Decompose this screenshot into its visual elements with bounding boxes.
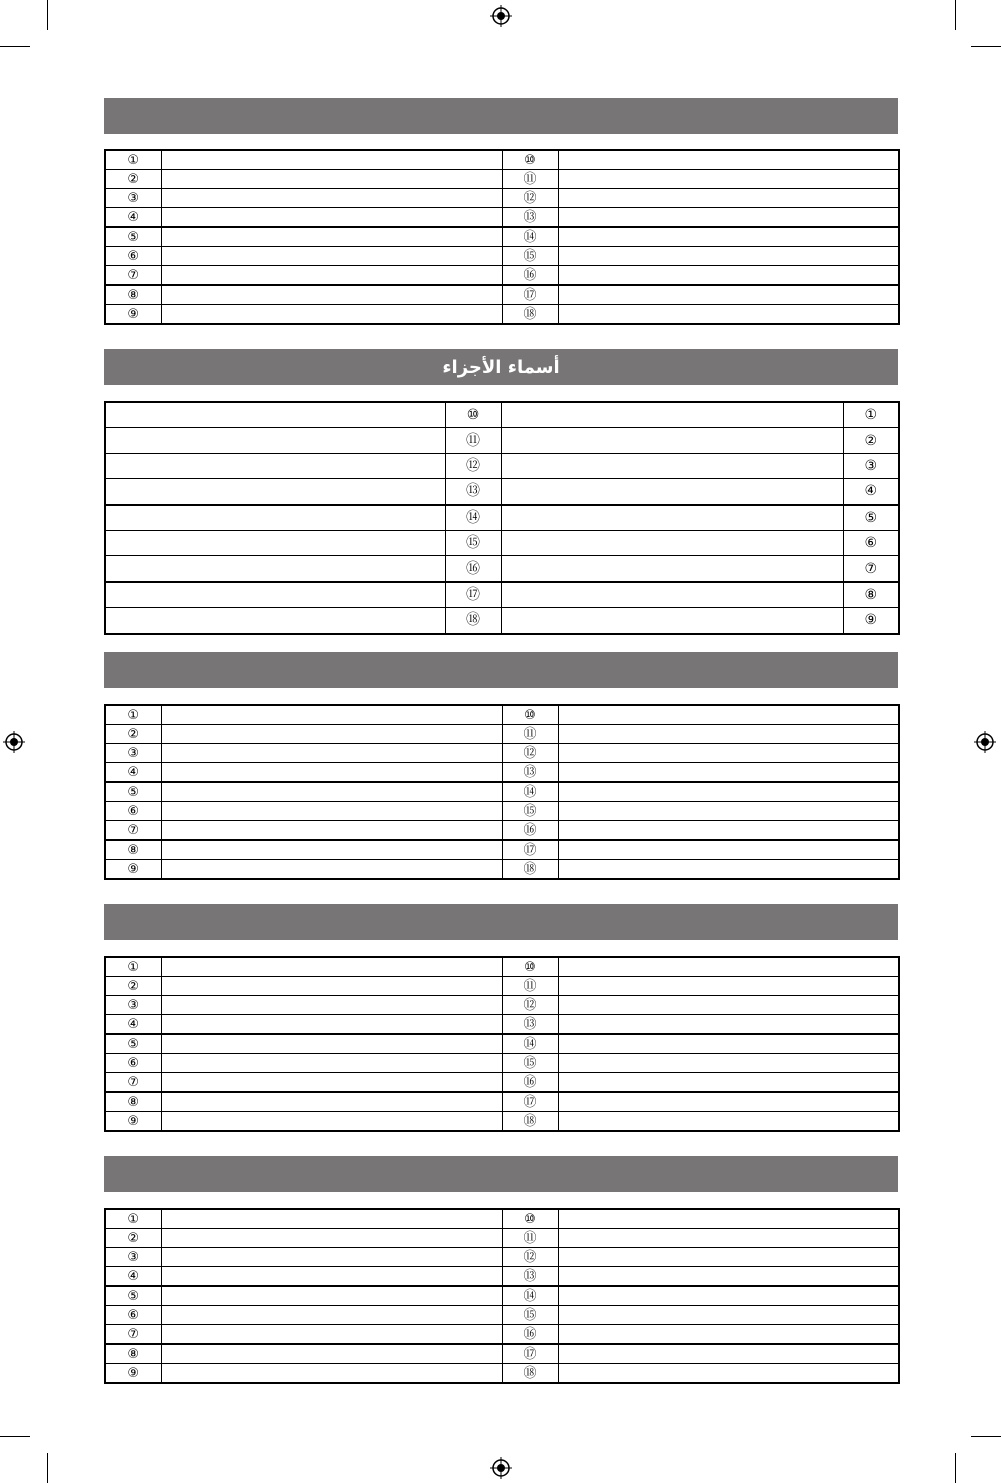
part-name-cell — [558, 1073, 899, 1093]
part-number: ⑪ — [445, 428, 501, 453]
part-number: ⑰ — [502, 1344, 558, 1364]
part-name-cell — [501, 505, 843, 531]
part-number: ⑯ — [445, 556, 501, 582]
part-number: ② — [843, 428, 899, 453]
parts-table — [104, 704, 900, 880]
part-name-cell — [161, 744, 502, 763]
part-name-cell — [161, 1344, 502, 1364]
part-name-cell — [501, 608, 843, 634]
part-name-cell — [558, 1344, 899, 1364]
part-number: ⑥ — [105, 1054, 161, 1073]
part-number: ⑨ — [105, 860, 161, 880]
part-number: ⑨ — [843, 608, 899, 634]
part-name-cell — [558, 247, 899, 266]
part-name-cell — [558, 725, 899, 744]
part-number: ⑤ — [105, 1286, 161, 1306]
table-row — [105, 763, 899, 783]
part-name-cell — [558, 763, 899, 783]
part-number: ⑫ — [502, 996, 558, 1015]
part-number: ③ — [105, 189, 161, 208]
part-number: ⑥ — [105, 247, 161, 266]
part-number: ⑭ — [502, 1034, 558, 1054]
part-name-cell — [105, 556, 445, 582]
table-row — [105, 170, 899, 189]
part-name-cell — [558, 1034, 899, 1054]
part-name-cell — [501, 582, 843, 608]
table-row — [105, 227, 899, 247]
part-number: ③ — [105, 744, 161, 763]
table-row — [105, 428, 899, 453]
part-number: ③ — [105, 1248, 161, 1267]
crop-mark — [955, 0, 956, 30]
part-name-cell — [558, 957, 899, 977]
table-row — [105, 802, 899, 821]
part-number: ④ — [843, 479, 899, 505]
table-row — [105, 608, 899, 634]
part-number: ⑪ — [502, 725, 558, 744]
part-number: ⑭ — [445, 505, 501, 531]
part-number: ⑯ — [502, 1073, 558, 1093]
table-row — [105, 1092, 899, 1112]
part-number: ④ — [105, 763, 161, 783]
table-row — [105, 479, 899, 505]
part-number: ⑫ — [502, 189, 558, 208]
parts-table — [104, 956, 900, 1132]
part-name-cell — [161, 725, 502, 744]
part-name-cell — [558, 266, 899, 286]
table-row — [105, 957, 899, 977]
part-number: ⑬ — [502, 1015, 558, 1035]
part-name-cell — [161, 705, 502, 725]
part-name-cell — [161, 189, 502, 208]
crop-mark — [47, 0, 48, 30]
part-number: ⑬ — [502, 208, 558, 228]
table-row — [105, 285, 899, 305]
part-number: ⑫ — [502, 744, 558, 763]
part-name-cell — [161, 1112, 502, 1132]
table-row — [105, 556, 899, 582]
part-name-cell — [501, 556, 843, 582]
table-row — [105, 1344, 899, 1364]
part-number: ⑦ — [105, 821, 161, 841]
crop-mark — [955, 1453, 956, 1483]
part-name-cell — [161, 782, 502, 802]
table-row — [105, 705, 899, 725]
table-row — [105, 305, 899, 325]
part-name-cell — [558, 1364, 899, 1384]
part-number: ⑪ — [502, 977, 558, 996]
part-name-cell — [161, 1248, 502, 1267]
part-number: ⑨ — [105, 1364, 161, 1384]
part-number: ⑧ — [105, 285, 161, 305]
part-name-cell — [558, 1112, 899, 1132]
part-name-cell — [558, 840, 899, 860]
part-number: ⑦ — [105, 266, 161, 286]
table-row — [105, 247, 899, 266]
part-number: ⑰ — [502, 840, 558, 860]
section-header-band — [104, 904, 898, 940]
table-row — [105, 1034, 899, 1054]
part-number: ⑩ — [502, 1209, 558, 1229]
part-number: ④ — [105, 208, 161, 228]
part-number: ⑤ — [105, 227, 161, 247]
part-name-cell — [558, 996, 899, 1015]
part-name-cell — [558, 1286, 899, 1306]
part-number: ⑱ — [502, 305, 558, 325]
table-row — [105, 208, 899, 228]
table-row — [105, 453, 899, 478]
table-row — [105, 1306, 899, 1325]
table-row — [105, 505, 899, 531]
part-number: ② — [105, 170, 161, 189]
table-row — [105, 150, 899, 170]
part-number: ① — [105, 150, 161, 170]
part-number: ⑨ — [105, 305, 161, 325]
table-row — [105, 1364, 899, 1384]
part-name-cell — [558, 1306, 899, 1325]
part-number: ⑱ — [502, 1364, 558, 1384]
part-name-cell — [161, 996, 502, 1015]
part-number: ⑪ — [502, 170, 558, 189]
table-row — [105, 1015, 899, 1035]
part-name-cell — [558, 1054, 899, 1073]
crop-mark — [971, 1436, 1001, 1437]
part-number: ② — [105, 725, 161, 744]
section-header-band — [104, 349, 898, 385]
part-number: ① — [105, 1209, 161, 1229]
part-name-cell — [558, 227, 899, 247]
part-number: ⑮ — [502, 1054, 558, 1073]
table-row — [105, 821, 899, 841]
part-name-cell — [161, 1209, 502, 1229]
part-number: ① — [105, 957, 161, 977]
part-number: ⑥ — [843, 530, 899, 555]
part-name-cell — [558, 821, 899, 841]
part-number: ⑦ — [105, 1325, 161, 1345]
part-name-cell — [161, 1325, 502, 1345]
table-row — [105, 1286, 899, 1306]
part-name-cell — [105, 428, 445, 453]
part-name-cell — [558, 744, 899, 763]
part-number: ⑮ — [502, 1306, 558, 1325]
part-name-cell — [161, 227, 502, 247]
crop-mark — [0, 1436, 30, 1437]
part-number: ② — [105, 1229, 161, 1248]
part-name-cell — [161, 1092, 502, 1112]
part-name-cell — [558, 305, 899, 325]
part-name-cell — [161, 1034, 502, 1054]
section-title: أسماء الأجزاء — [442, 356, 560, 378]
part-name-cell — [501, 453, 843, 478]
part-name-cell — [501, 479, 843, 505]
part-number: ⑭ — [502, 782, 558, 802]
part-name-cell — [161, 1267, 502, 1287]
part-number: ⑧ — [105, 1344, 161, 1364]
part-name-cell — [558, 170, 899, 189]
part-name-cell — [558, 1267, 899, 1287]
part-name-cell — [161, 285, 502, 305]
part-name-cell — [161, 1073, 502, 1093]
part-name-cell — [105, 608, 445, 634]
part-number: ⑩ — [502, 150, 558, 170]
part-number: ⑭ — [502, 1286, 558, 1306]
part-name-cell — [105, 505, 445, 531]
part-number: ⑬ — [445, 479, 501, 505]
part-number: ⑮ — [445, 530, 501, 555]
crop-mark — [0, 46, 30, 47]
part-number: ⑤ — [843, 505, 899, 531]
table-row — [105, 1267, 899, 1287]
table-row — [105, 1248, 899, 1267]
part-name-cell — [161, 1364, 502, 1384]
part-number: ⑫ — [445, 453, 501, 478]
part-number: ① — [843, 402, 899, 428]
part-name-cell — [558, 802, 899, 821]
part-name-cell — [105, 402, 445, 428]
part-name-cell — [558, 1092, 899, 1112]
registration-mark-icon — [490, 1457, 512, 1479]
part-name-cell — [501, 530, 843, 555]
part-number: ⑧ — [843, 582, 899, 608]
part-number: ⑦ — [105, 1073, 161, 1093]
table-row — [105, 266, 899, 286]
part-number: ⑮ — [502, 802, 558, 821]
part-name-cell — [161, 170, 502, 189]
part-name-cell — [558, 1248, 899, 1267]
part-name-cell — [558, 1209, 899, 1229]
part-number: ⑬ — [502, 763, 558, 783]
part-number: ⑯ — [502, 1325, 558, 1345]
part-number: ③ — [105, 996, 161, 1015]
table-row — [105, 582, 899, 608]
table-row — [105, 725, 899, 744]
table-row — [105, 1054, 899, 1073]
part-number: ⑪ — [502, 1229, 558, 1248]
section-header-band — [104, 1156, 898, 1192]
part-number: ⑰ — [445, 582, 501, 608]
table-row — [105, 860, 899, 880]
registration-mark-icon — [974, 731, 996, 753]
part-name-cell — [161, 1286, 502, 1306]
part-number: ⑩ — [502, 705, 558, 725]
part-number: ① — [105, 705, 161, 725]
part-name-cell — [161, 1229, 502, 1248]
part-number: ⑨ — [105, 1112, 161, 1132]
part-name-cell — [161, 860, 502, 880]
part-name-cell — [558, 1015, 899, 1035]
part-name-cell — [105, 582, 445, 608]
part-number: ⑫ — [502, 1248, 558, 1267]
part-name-cell — [558, 782, 899, 802]
section-header-band — [104, 652, 898, 688]
part-number: ⑯ — [502, 266, 558, 286]
part-name-cell — [161, 1054, 502, 1073]
part-name-cell — [105, 530, 445, 555]
part-name-cell — [161, 821, 502, 841]
part-number: ⑰ — [502, 285, 558, 305]
part-number: ⑱ — [502, 1112, 558, 1132]
part-name-cell — [558, 285, 899, 305]
part-name-cell — [161, 247, 502, 266]
part-number: ④ — [105, 1015, 161, 1035]
table-row — [105, 996, 899, 1015]
part-name-cell — [161, 208, 502, 228]
table-row — [105, 744, 899, 763]
table-row — [105, 189, 899, 208]
part-name-cell — [558, 705, 899, 725]
part-number: ⑯ — [502, 821, 558, 841]
part-name-cell — [501, 428, 843, 453]
part-number: ⑤ — [105, 782, 161, 802]
table-row — [105, 977, 899, 996]
part-name-cell — [105, 479, 445, 505]
part-name-cell — [161, 1306, 502, 1325]
part-number: ⑱ — [445, 608, 501, 634]
part-number: ⑦ — [843, 556, 899, 582]
part-name-cell — [161, 305, 502, 325]
part-number: ③ — [843, 453, 899, 478]
part-name-cell — [161, 1015, 502, 1035]
table-row — [105, 1229, 899, 1248]
part-number: ⑩ — [445, 402, 501, 428]
part-number: ⑤ — [105, 1034, 161, 1054]
part-number: ⑩ — [502, 957, 558, 977]
part-name-cell — [105, 453, 445, 478]
part-name-cell — [161, 266, 502, 286]
part-name-cell — [501, 402, 843, 428]
part-number: ⑰ — [502, 1092, 558, 1112]
table-row — [105, 1209, 899, 1229]
parts-table — [104, 149, 900, 325]
part-number: ⑭ — [502, 227, 558, 247]
part-name-cell — [161, 763, 502, 783]
part-name-cell — [558, 1325, 899, 1345]
part-name-cell — [161, 150, 502, 170]
part-name-cell — [558, 860, 899, 880]
part-number: ⑧ — [105, 840, 161, 860]
part-name-cell — [161, 840, 502, 860]
part-name-cell — [558, 977, 899, 996]
part-name-cell — [558, 189, 899, 208]
part-name-cell — [161, 957, 502, 977]
part-number: ⑥ — [105, 1306, 161, 1325]
registration-mark-icon — [3, 731, 25, 753]
parts-table — [104, 401, 900, 635]
part-name-cell — [558, 1229, 899, 1248]
part-name-cell — [558, 208, 899, 228]
section-header-band — [104, 98, 898, 134]
part-number: ⑱ — [502, 860, 558, 880]
part-name-cell — [161, 977, 502, 996]
part-name-cell — [558, 150, 899, 170]
table-row — [105, 1112, 899, 1132]
part-name-cell — [161, 802, 502, 821]
table-row — [105, 1073, 899, 1093]
part-number: ⑮ — [502, 247, 558, 266]
part-number: ⑧ — [105, 1092, 161, 1112]
table-row — [105, 840, 899, 860]
table-row — [105, 1325, 899, 1345]
crop-mark — [47, 1453, 48, 1483]
crop-mark — [971, 46, 1001, 47]
part-number: ⑥ — [105, 802, 161, 821]
part-number: ④ — [105, 1267, 161, 1287]
table-row — [105, 530, 899, 555]
part-number: ② — [105, 977, 161, 996]
table-row — [105, 782, 899, 802]
registration-mark-icon — [490, 5, 512, 27]
parts-table — [104, 1208, 900, 1384]
table-row — [105, 402, 899, 428]
part-number: ⑬ — [502, 1267, 558, 1287]
